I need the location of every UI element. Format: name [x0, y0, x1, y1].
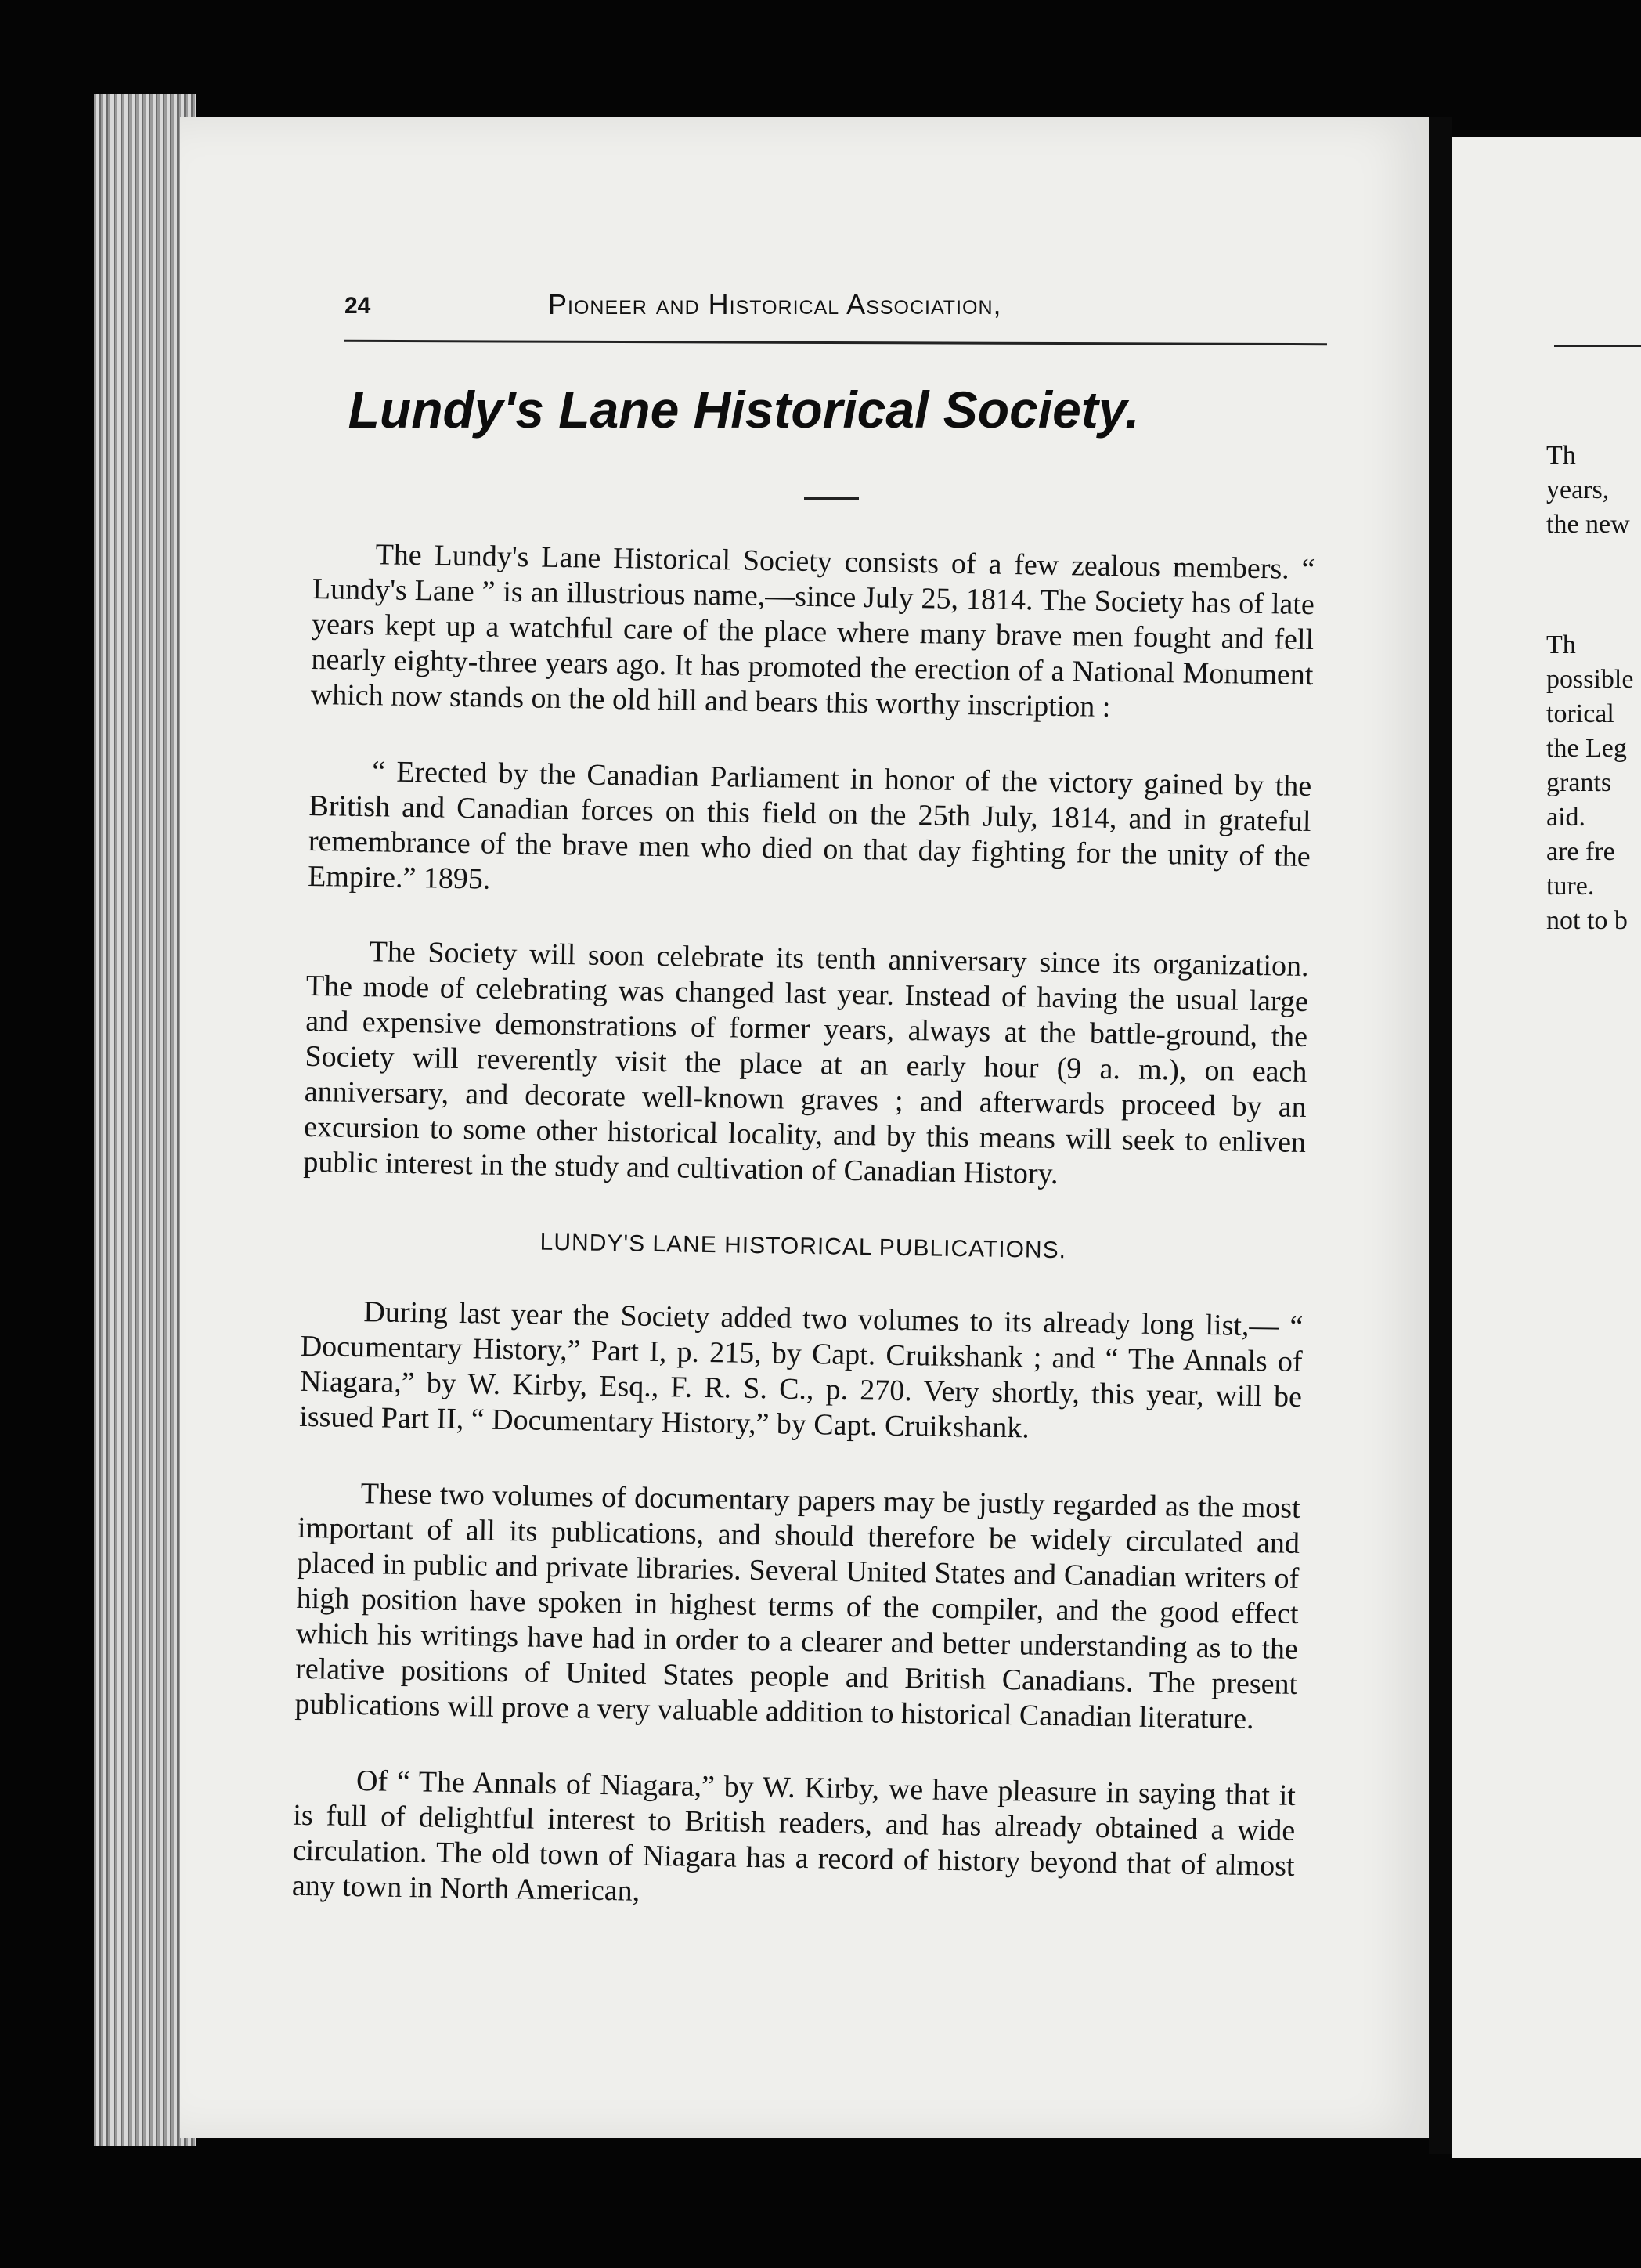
facing-line: not to b: [1546, 906, 1628, 935]
facing-line: the Leg: [1546, 734, 1627, 763]
facing-line: years,: [1546, 475, 1610, 504]
article-body: [291, 536, 1315, 1960]
article-title: Lundy's Lane Historical Society.: [348, 381, 1140, 439]
facing-line: Th: [1546, 630, 1576, 659]
facing-line: grants: [1546, 768, 1612, 797]
book-gutter: [1429, 117, 1452, 2154]
facing-line: the new: [1546, 510, 1630, 539]
facing-page-rule: [1554, 345, 1641, 347]
paragraph-anniversary: The Society will soon celebrate its tenth anniversary since its organization. The mode of celebrating was changed last year. Instead of having the usual large and expensive demonstrations of former years, always at the battle-ground, the Society will reverently visit the place at an early hour (9 a. m.), on each anniversary, and decorate well-known graves ; and afterwards proceed by an excursion to some other historical locality, and by this means will seek to enliven public interest in the study and cultivation of Canadian History.: [303, 935, 1309, 1191]
paragraph-intro: The Lundy's Lane Historical Society consists of a few zealous members. “ Lundy's Lane ” is an illustrious name,—since July 25, 1814. The Society has of late years kept up a watchful care of the place where many brave men fought and fell nearly eighty-three years ago. It has promoted the erection of a National Monument which now stands on the old hill and bears this worthy inscription :: [310, 538, 1315, 724]
monument-inscription: “ Erected by the Canadian Parliament in honor of the victory gained by the British and Canadian forces on this field on the 25th July, 1814, and in grateful remembrance of the brave men who died on that day fighting for the unity of the Empire.” 1895.: [307, 755, 1312, 896]
title-separator: [804, 497, 859, 500]
paragraph-documentary: These two volumes of documentary papers may be justly regarded as the most important of all its publications, and should therefore be widely circulated and placed in public and private libraries. Several United States and Canadian writers of high position have spoken in highest terms of the compiler, and the good effect which his writings have had in order to a clearer and better understanding as to the relative positions of United States people and British Canadians. The present publications will prove a very valuable addition to historical Canadian literature.: [294, 1477, 1300, 1736]
running-head: [344, 288, 1331, 335]
facing-line: ture.: [1546, 872, 1595, 901]
paragraph-volumes: During last year the Society added two volumes to its already long list,— “ Documentary History,” Part I, p. 215, by Capt. Cruikshank ; and “ The Annals of Niagara,” by W. Kirby, Esq., F. R. S. C., p. 270. Very shortly, this year, will be issued Part II, “ Documentary History,” by Capt. Cruikshank.: [299, 1295, 1304, 1445]
facing-line: are fre: [1546, 837, 1615, 866]
page-number: 24: [344, 293, 371, 319]
facing-page-text: [1546, 439, 1641, 938]
facing-line: possible: [1546, 665, 1634, 694]
section-subheading: LUNDY'S LANE HISTORICAL PUBLICATIONS.: [539, 1229, 1067, 1264]
facing-line: aid.: [1546, 803, 1586, 832]
running-title: Pioneer and Historical Association,: [548, 288, 1002, 320]
facing-line: Th: [1546, 441, 1576, 470]
paragraph-annals: Of “ The Annals of Niagara,” by W. Kirby, we have pleasure in saying that it is full of delightful interest to British readers, and has already obtained a wide circulation. The old town of Niagara has a record of history beyond that of almost any town in North American,: [291, 1764, 1297, 1908]
facing-line: torical: [1546, 699, 1614, 728]
